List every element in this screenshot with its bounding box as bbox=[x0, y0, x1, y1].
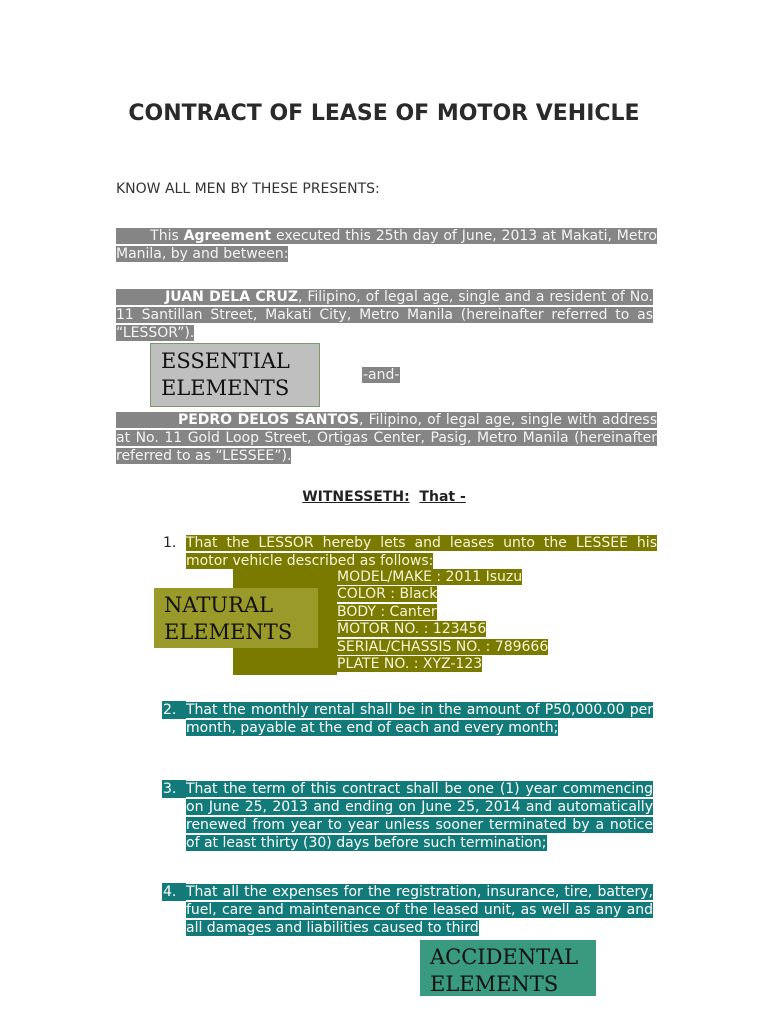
vehicle-spec-list bbox=[337, 569, 548, 673]
agreement-text-end: executed this 25th day of June, 2013 at Makati, Metro Manila, by and between: bbox=[116, 228, 658, 262]
spec-motor: MOTOR NO. : 123456 bbox=[337, 621, 487, 638]
spec-plate: PLATE NO. : XYZ-123 bbox=[337, 656, 483, 673]
lessor-details: , Filipino, of legal age, single and a resident of No. 11 Santillan Street, Makati City, Metro Manila (hereinafter referred to as “LESSOR”). bbox=[116, 289, 653, 341]
natural-elements-box bbox=[154, 588, 318, 648]
witnesseth-that: That - bbox=[419, 489, 466, 505]
natural-label-line1: NATURAL bbox=[164, 593, 274, 617]
lessee-paragraph bbox=[116, 411, 657, 465]
and-separator: -and- bbox=[363, 367, 400, 383]
clause-3-number: 3. bbox=[163, 781, 177, 797]
agreement-keyword: Agreement bbox=[183, 228, 272, 244]
clause-4-number: 4. bbox=[163, 884, 177, 900]
agreement-paragraph bbox=[116, 227, 657, 263]
clause-1-text bbox=[186, 534, 657, 570]
clause-1-body: That the LESSOR hereby lets and leases unto the LESSEE his motor vehicle described as follows: bbox=[186, 535, 657, 569]
natural-label-line2: ELEMENTS bbox=[164, 620, 293, 644]
lessee-name: PEDRO DELOS SANTOS bbox=[177, 412, 360, 428]
clause-4-text bbox=[186, 883, 653, 937]
clause-2-body: That the monthly rental shall be in the amount of P50,000.00 per month, payable at the end of each and every month; bbox=[186, 702, 653, 736]
essential-elements-box bbox=[150, 343, 320, 407]
accidental-label-line1: ACCIDENTAL bbox=[430, 945, 579, 969]
intro-line: KNOW ALL MEN BY THESE PRESENTS: bbox=[116, 181, 380, 197]
document-title: CONTRACT OF LEASE OF MOTOR VEHICLE bbox=[128, 101, 640, 126]
clause-3-text bbox=[186, 780, 653, 852]
spec-color: COLOR : Black bbox=[337, 586, 438, 603]
essential-label-line2: ELEMENTS bbox=[161, 376, 290, 400]
lessor-name: JUAN DELA CRUZ bbox=[165, 289, 298, 305]
clause-2-number: 2. bbox=[163, 702, 177, 718]
spec-body: BODY : Canter bbox=[337, 603, 437, 620]
witnesseth-heading bbox=[120, 489, 648, 505]
spec-model: MODEL/MAKE : 2011 Isuzu bbox=[337, 569, 523, 585]
lessor-paragraph bbox=[116, 288, 653, 342]
clause-3-body: That the term of this contract shall be one (1) year commencing on June 25, 2013 and ending on June 25, 2014 and automatically renewed from year to year unless sooner terminated by a notice of at least thirty (30) days before such termination; bbox=[186, 781, 653, 851]
essential-label-line1: ESSENTIAL bbox=[161, 349, 290, 373]
clause-4-body: That all the expenses for the registration, insurance, tire, battery, fuel, care and maintenance of the leased unit, as well as any and all damages and liabilities caused to third bbox=[186, 884, 653, 936]
accidental-label-line2: ELEMENTS bbox=[430, 972, 559, 996]
lessee-details: , Filipino, of legal age, single with address at No. 11 Gold Loop Street, Ortigas Center, Pasig, Metro Manila (hereinafter referred to as “LESSEE”). bbox=[116, 412, 657, 464]
agreement-text-start: This bbox=[150, 228, 184, 244]
accidental-elements-box bbox=[420, 940, 596, 996]
clause-1-number: 1. bbox=[163, 535, 177, 551]
spec-serial: SERIAL/CHASSIS NO. : 789666 bbox=[337, 638, 549, 655]
clause-2-text bbox=[186, 701, 653, 737]
witnesseth-label: WITNESSETH: bbox=[302, 489, 410, 505]
